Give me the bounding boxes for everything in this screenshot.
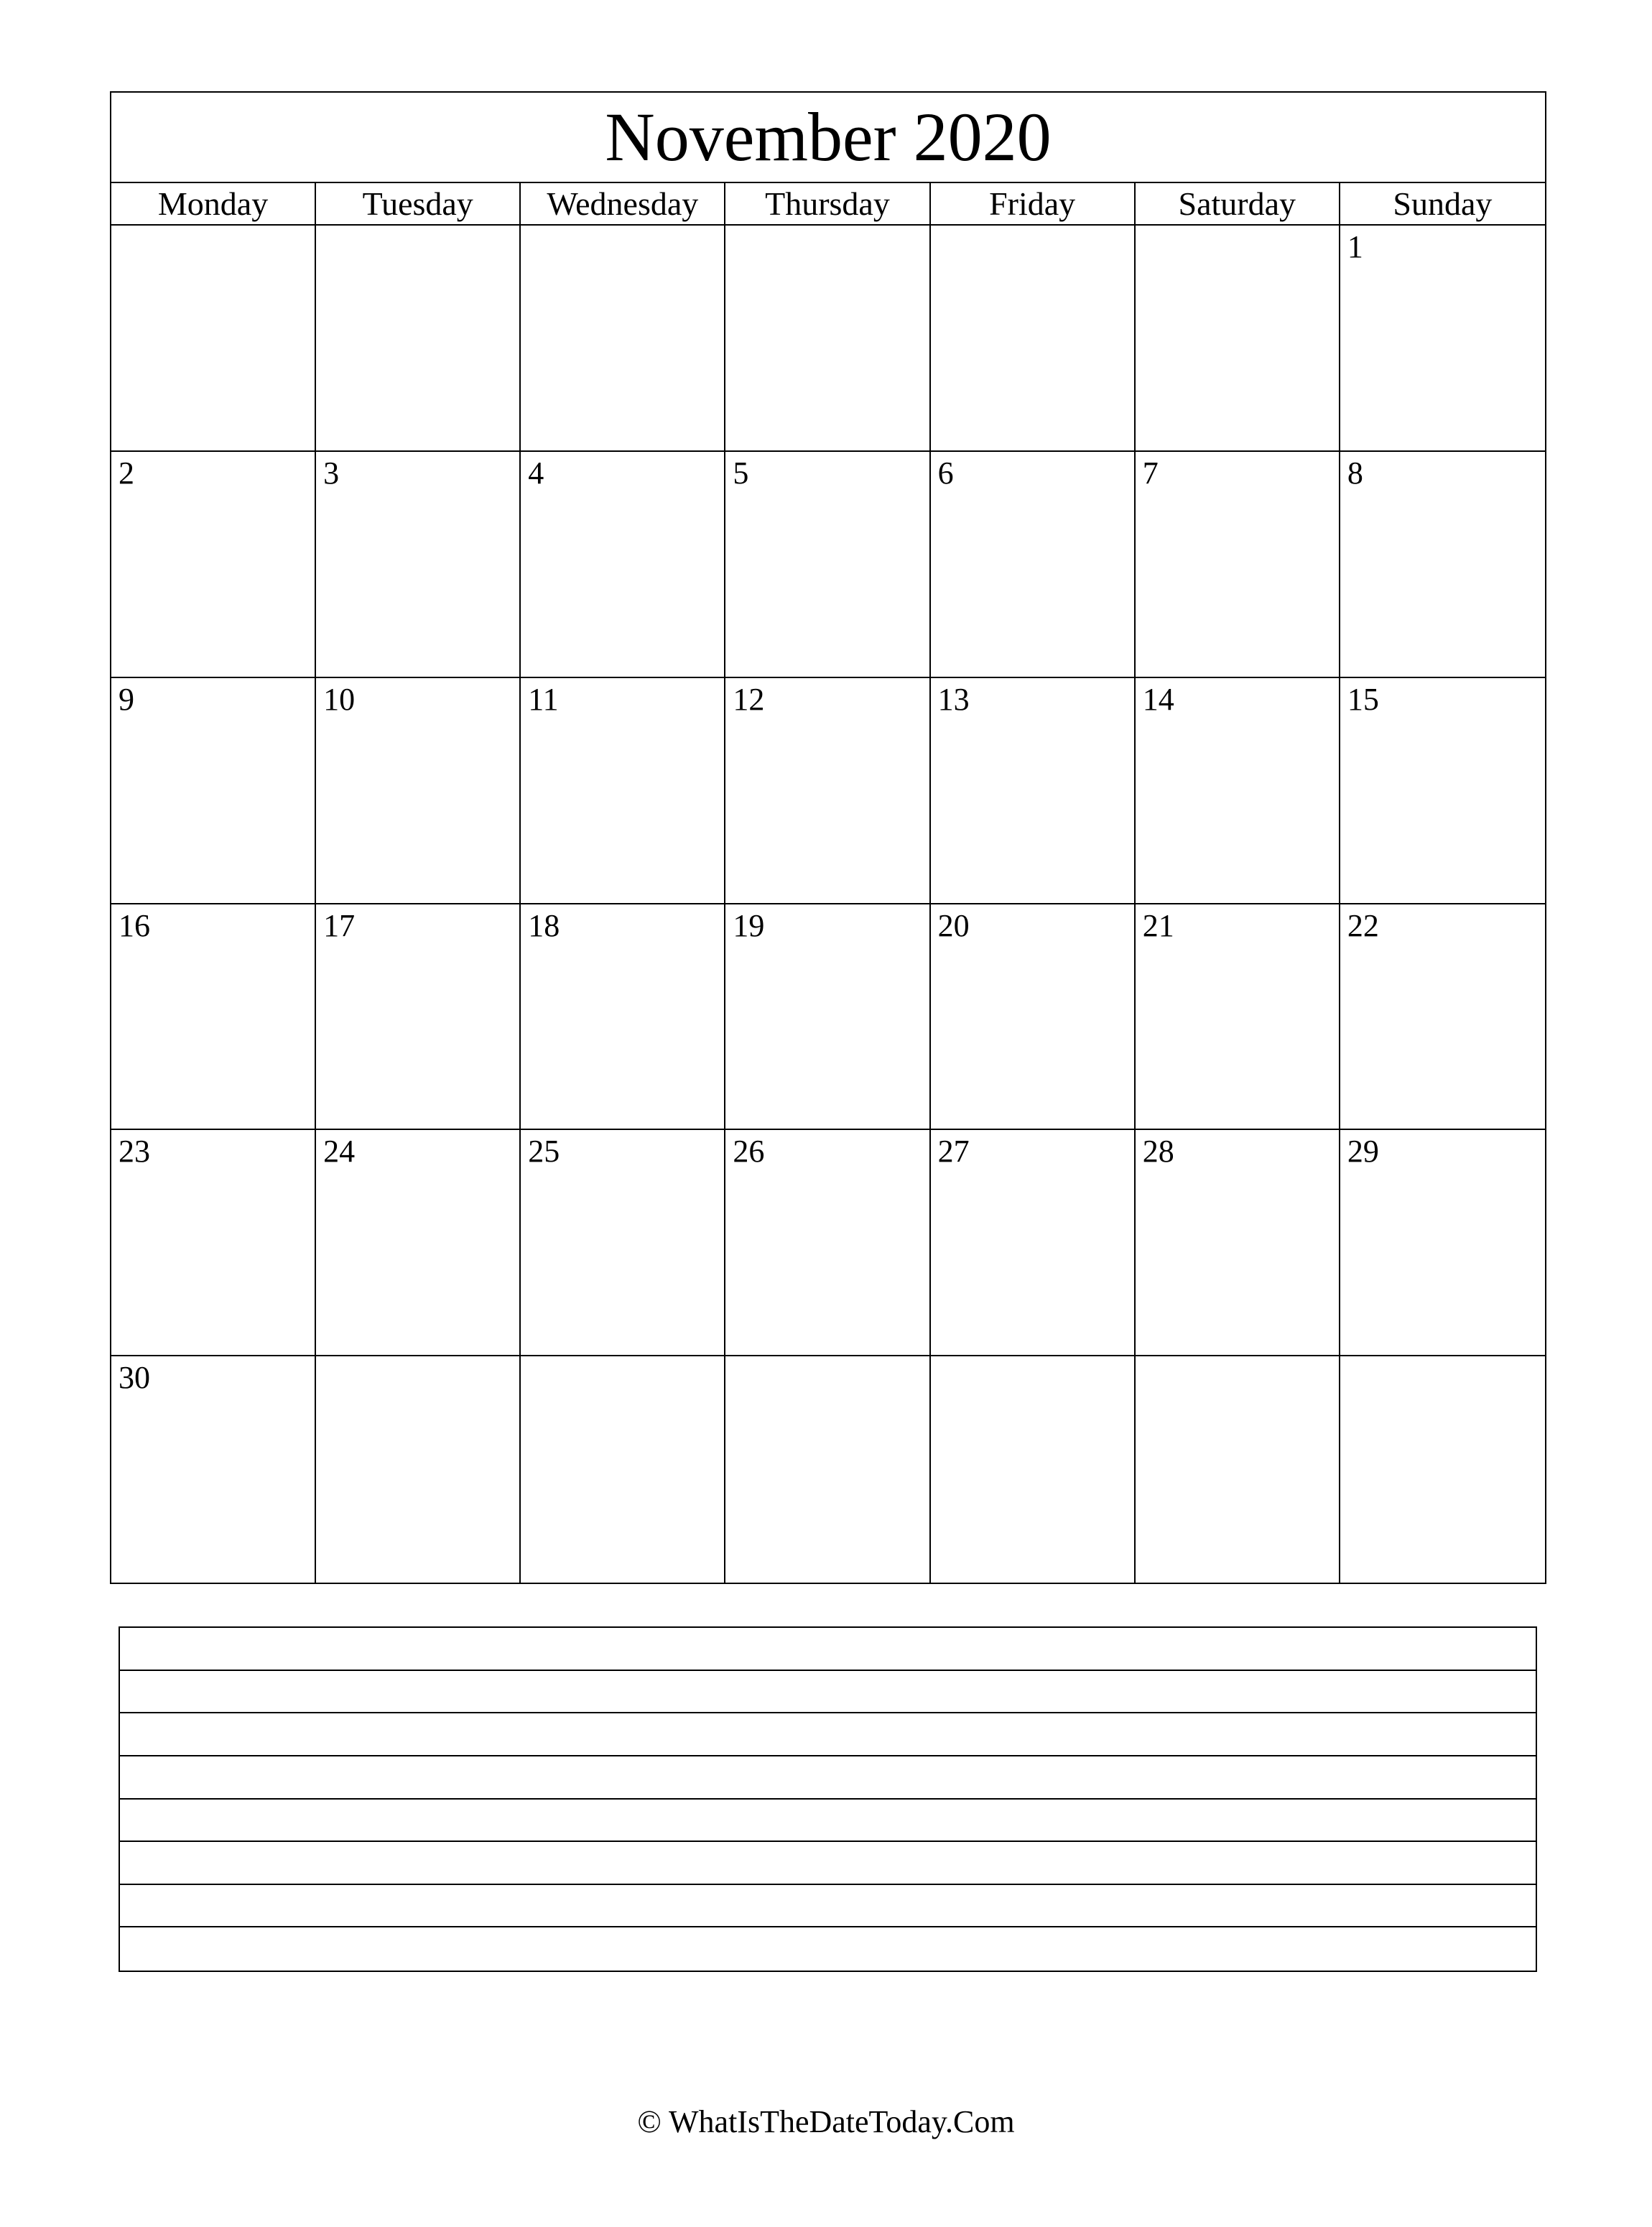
day-cell-22 bbox=[1340, 904, 1545, 1131]
day-cell-8 bbox=[1340, 452, 1545, 678]
empty-day-cell bbox=[1340, 1356, 1545, 1583]
day-cell-7 bbox=[1136, 452, 1340, 678]
day-cell-23 bbox=[111, 1130, 316, 1356]
day-number: 9 bbox=[119, 681, 134, 717]
day-cell-24 bbox=[316, 1130, 521, 1356]
day-number: 22 bbox=[1347, 907, 1379, 943]
weekday-friday: Friday bbox=[931, 183, 1136, 224]
day-cell-11 bbox=[521, 678, 725, 904]
day-cell-14 bbox=[1136, 678, 1340, 904]
day-number: 17 bbox=[323, 907, 356, 943]
day-number: 3 bbox=[323, 455, 340, 491]
weekday-wednesday: Wednesday bbox=[521, 183, 725, 224]
note-line[interactable] bbox=[120, 1842, 1536, 1885]
day-cell-3 bbox=[316, 452, 521, 678]
day-number: 25 bbox=[528, 1134, 560, 1170]
note-line[interactable] bbox=[120, 1927, 1536, 1971]
day-number: 28 bbox=[1142, 1134, 1174, 1170]
empty-day-cell bbox=[725, 226, 930, 452]
day-number: 6 bbox=[937, 455, 954, 491]
day-cell-19 bbox=[725, 904, 930, 1131]
day-number: 8 bbox=[1347, 455, 1363, 491]
empty-day-cell bbox=[931, 226, 1136, 452]
day-cell-16 bbox=[111, 904, 316, 1131]
empty-day-cell bbox=[1136, 226, 1340, 452]
day-number: 5 bbox=[733, 455, 749, 491]
note-line[interactable] bbox=[120, 1756, 1536, 1800]
day-number: 14 bbox=[1142, 681, 1174, 717]
day-number: 26 bbox=[733, 1134, 765, 1170]
day-cell-20 bbox=[931, 904, 1136, 1131]
day-number: 7 bbox=[1142, 455, 1159, 491]
day-cell-27 bbox=[931, 1130, 1136, 1356]
day-number: 29 bbox=[1347, 1134, 1379, 1170]
day-number: 12 bbox=[733, 681, 765, 717]
weekday-thursday: Thursday bbox=[725, 183, 930, 224]
day-cell-25 bbox=[521, 1130, 725, 1356]
weekday-monday: Monday bbox=[111, 183, 316, 224]
day-cell-5 bbox=[725, 452, 930, 678]
day-grid bbox=[111, 226, 1545, 1583]
calendar bbox=[110, 91, 1546, 1584]
day-cell-10 bbox=[316, 678, 521, 904]
day-number: 11 bbox=[528, 681, 559, 717]
day-cell-26 bbox=[725, 1130, 930, 1356]
day-cell-2 bbox=[111, 452, 316, 678]
note-line[interactable] bbox=[120, 1800, 1536, 1843]
day-number: 20 bbox=[937, 907, 970, 943]
footer-copyright: © WhatIsTheDateToday.Com bbox=[637, 2104, 1015, 2139]
day-number: 30 bbox=[119, 1360, 150, 1396]
empty-day-cell bbox=[521, 226, 725, 452]
day-cell-21 bbox=[1136, 904, 1340, 1131]
day-cell-4 bbox=[521, 452, 725, 678]
empty-day-cell bbox=[931, 1356, 1136, 1583]
weekday-saturday: Saturday bbox=[1136, 183, 1340, 224]
day-cell-15 bbox=[1340, 678, 1545, 904]
day-cell-30 bbox=[111, 1356, 316, 1583]
day-number: 24 bbox=[323, 1134, 356, 1170]
note-line[interactable] bbox=[120, 1671, 1536, 1714]
day-cell-29 bbox=[1340, 1130, 1545, 1356]
day-number: 23 bbox=[119, 1134, 150, 1170]
note-line[interactable] bbox=[120, 1713, 1536, 1756]
empty-day-cell bbox=[316, 1356, 521, 1583]
note-line[interactable] bbox=[120, 1885, 1536, 1928]
weekday-header-row bbox=[111, 183, 1545, 226]
empty-day-cell bbox=[316, 226, 521, 452]
day-number: 2 bbox=[119, 455, 134, 491]
day-cell-9 bbox=[111, 678, 316, 904]
weekday-sunday: Sunday bbox=[1393, 185, 1493, 222]
day-number: 18 bbox=[528, 907, 560, 943]
day-cell-17 bbox=[316, 904, 521, 1131]
day-number: 10 bbox=[323, 681, 356, 717]
day-cell-6 bbox=[931, 452, 1136, 678]
day-number: 4 bbox=[528, 455, 544, 491]
empty-day-cell bbox=[1136, 1356, 1340, 1583]
day-number: 1 bbox=[1347, 229, 1363, 264]
notes-section bbox=[119, 1626, 1537, 1972]
empty-day-cell bbox=[521, 1356, 725, 1583]
day-cell-13 bbox=[931, 678, 1136, 904]
day-number: 19 bbox=[733, 907, 765, 943]
note-line[interactable] bbox=[120, 1628, 1536, 1671]
empty-day-cell bbox=[725, 1356, 930, 1583]
day-number: 27 bbox=[937, 1134, 970, 1170]
day-number: 21 bbox=[1142, 907, 1174, 943]
day-number: 13 bbox=[937, 681, 970, 717]
day-cell-28 bbox=[1136, 1130, 1340, 1356]
day-cell-18 bbox=[521, 904, 725, 1131]
empty-day-cell bbox=[111, 226, 316, 452]
day-cell-1 bbox=[1340, 226, 1545, 452]
day-number: 16 bbox=[119, 907, 150, 943]
calendar-title: November 2020 bbox=[111, 93, 1545, 183]
day-number: 15 bbox=[1347, 681, 1379, 717]
day-cell-12 bbox=[725, 678, 930, 904]
weekday-tuesday: Tuesday bbox=[316, 183, 521, 224]
